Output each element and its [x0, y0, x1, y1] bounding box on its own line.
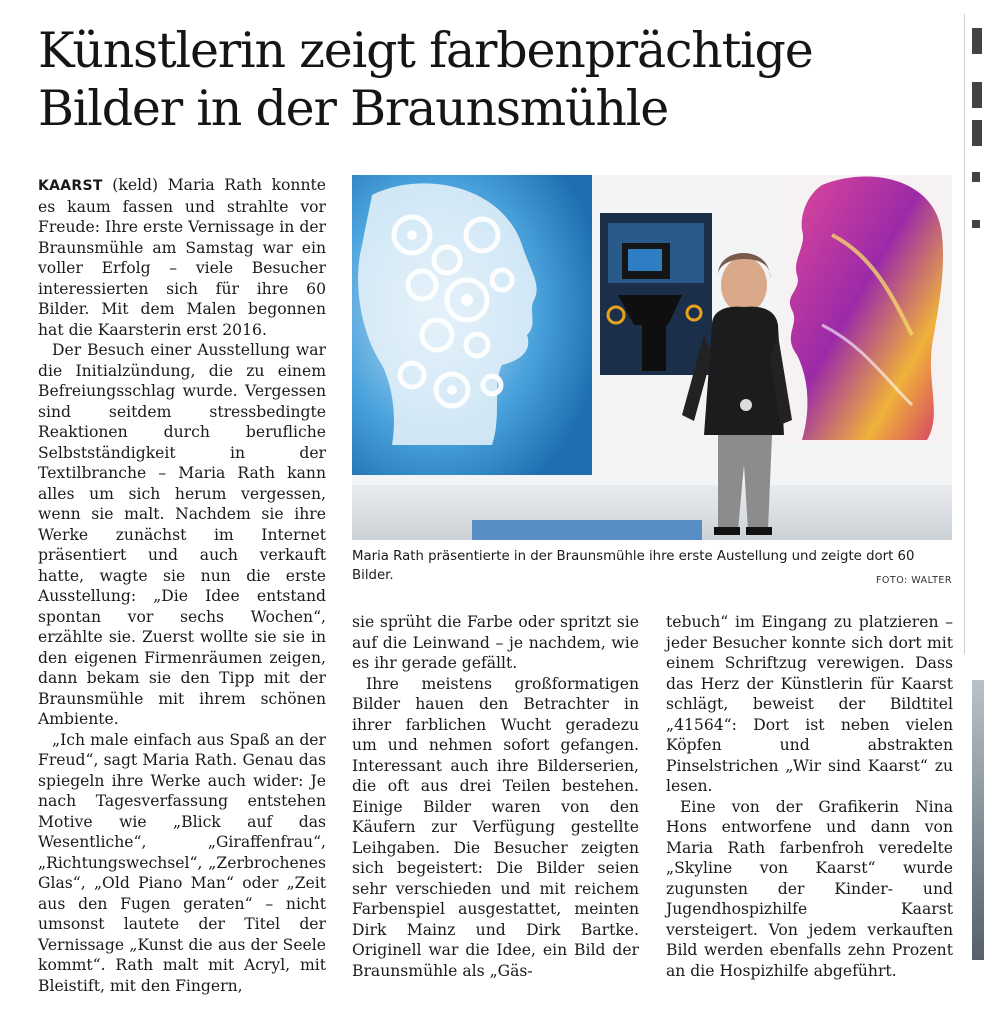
photo-illustration	[352, 175, 952, 540]
body-paragraph: Ihre meistens großformatigen Bilder hauen den Betrachter in ihrer farblichen Wucht geradezu um und nehmen sofort gefangen. Interessant auch ihre Bilderserien, die oft aus drei Teilen bestehen. Einige Bilder waren von den Käufern zur Verfügung gestellte Leihgaben. Die Besucher zeigten sich begeistert: Die Bilder seien sehr verschieden und mit reichem Farbenspiel ausgestattet, meinten Dirk Mainz und Dirk Bartke. Originell war die Idee, ein Bild der Braunsmühle als „Gäs-	[352, 674, 639, 980]
dateline: KAARST	[38, 178, 103, 194]
photo-caption: Maria Rath präsentierte in der Braunsmühle ihre erste Austellung und zeigte dort 60 Bilder.	[352, 549, 915, 583]
painting-abstract-figure	[600, 213, 712, 375]
painting-magenta-profile	[782, 175, 952, 445]
article-column-1	[38, 175, 326, 996]
article-column-3	[666, 612, 953, 981]
body-paragraph: Eine von der Grafikerin Nina Hons entworfene und dann von Maria Rath farbenfroh veredelte „Skyline von Kaarst“ wurde zugunsten der Kinder- und Jugendhospizhilfe Kaarst versteigert. Von jedem verkauften Bild werden ebenfalls zehn Prozent an die Hospizhilfe abgeführt.	[666, 797, 953, 980]
body-paragraph: tebuch“ im Eingang zu platzieren – jeder Besucher konnte sich dort mit einem Schriftzug verewigen. Dass das Herz der Künstlerin für Kaarst schlägt, beweist der Bildtitel „41564“: Dort ist neben vielen Köpfen und abstrakten Pinselstrichen „Wir sind Kaarst“ zu lesen.	[666, 613, 953, 795]
cropped-text	[972, 82, 982, 108]
cropped-photo	[972, 680, 984, 960]
body-paragraph: sie sprüht die Farbe oder spritzt sie auf die Leinwand – je nachdem, wie es ihr gerade gefällt.	[352, 613, 639, 672]
cropped-text	[972, 120, 982, 146]
lead-text: (keld) Maria Rath konnte es kaum fassen und strahlte vor Freude: Ihre erste Vernissage in der Braunsmühle am Samstag war ein voller Erfolg – viele Besucher interessierten sich für ihre 60 Bilder. Mit dem Malen begonnen hat die Kaarsterin erst 2016.	[38, 176, 326, 339]
cropped-text	[972, 28, 982, 54]
headline-line-1: Künstlerin zeigt farbenprächtige	[38, 22, 813, 79]
body-paragraph: „Ich male einfach aus Spaß an der Freud“, sagt Maria Rath. Genau das spiegeln ihre Werke auch wider: Je nach Tagesverfassung entstehen Motive wie „Blick auf das Wesentliche“, „Giraffenfrau“, „Richtungswechsel“, „Zerbrochenes Glas“, „Old Piano Man“ oder „Zeit aus den Fugen geraten“ – nicht umsonst lautete der Titel der Vernissage „Kunst die aus der Seele kommt“. Rath malt mit Acryl, mit Bleistift, mit den Fingern,	[38, 730, 326, 995]
painting-gear-heads	[352, 175, 592, 475]
lead-paragraph	[38, 175, 326, 340]
column-divider	[964, 14, 965, 654]
adjacent-article-fragment	[972, 20, 984, 1024]
headline-line-2: Bilder in der Braunsmühle	[38, 80, 669, 137]
cropped-text	[972, 220, 980, 228]
cropped-text	[972, 172, 980, 182]
article-headline	[38, 22, 938, 138]
article-column-2	[352, 612, 639, 981]
body-paragraph: Der Besuch einer Ausstellung war die Initialzündung, die zu einem Befreiungsschlag wurde. Vergessen sind seitdem stressbedingte Reaktionen durch berufliche Selbstständigkeit in der Textilbranche – Maria Rath kann alles um sich herum vergessen, wenn sie malt. Nachdem sie ihre Werke zunächst im Internet präsentiert und auch verkauft hatte, wagte sie nun die erste Ausstellung: „Die Idee entstand spontan vor sechs Wochen“, erzählte sie. Zuerst wollte sie sie in den eigenen Firmenräumen zeigen, dann bekam sie den Tipp mit der Braunsmühle mit ihrem schönen Ambiente.	[38, 341, 326, 728]
article-photo	[352, 175, 952, 540]
photo-credit: FOTO: WALTER	[875, 575, 952, 586]
